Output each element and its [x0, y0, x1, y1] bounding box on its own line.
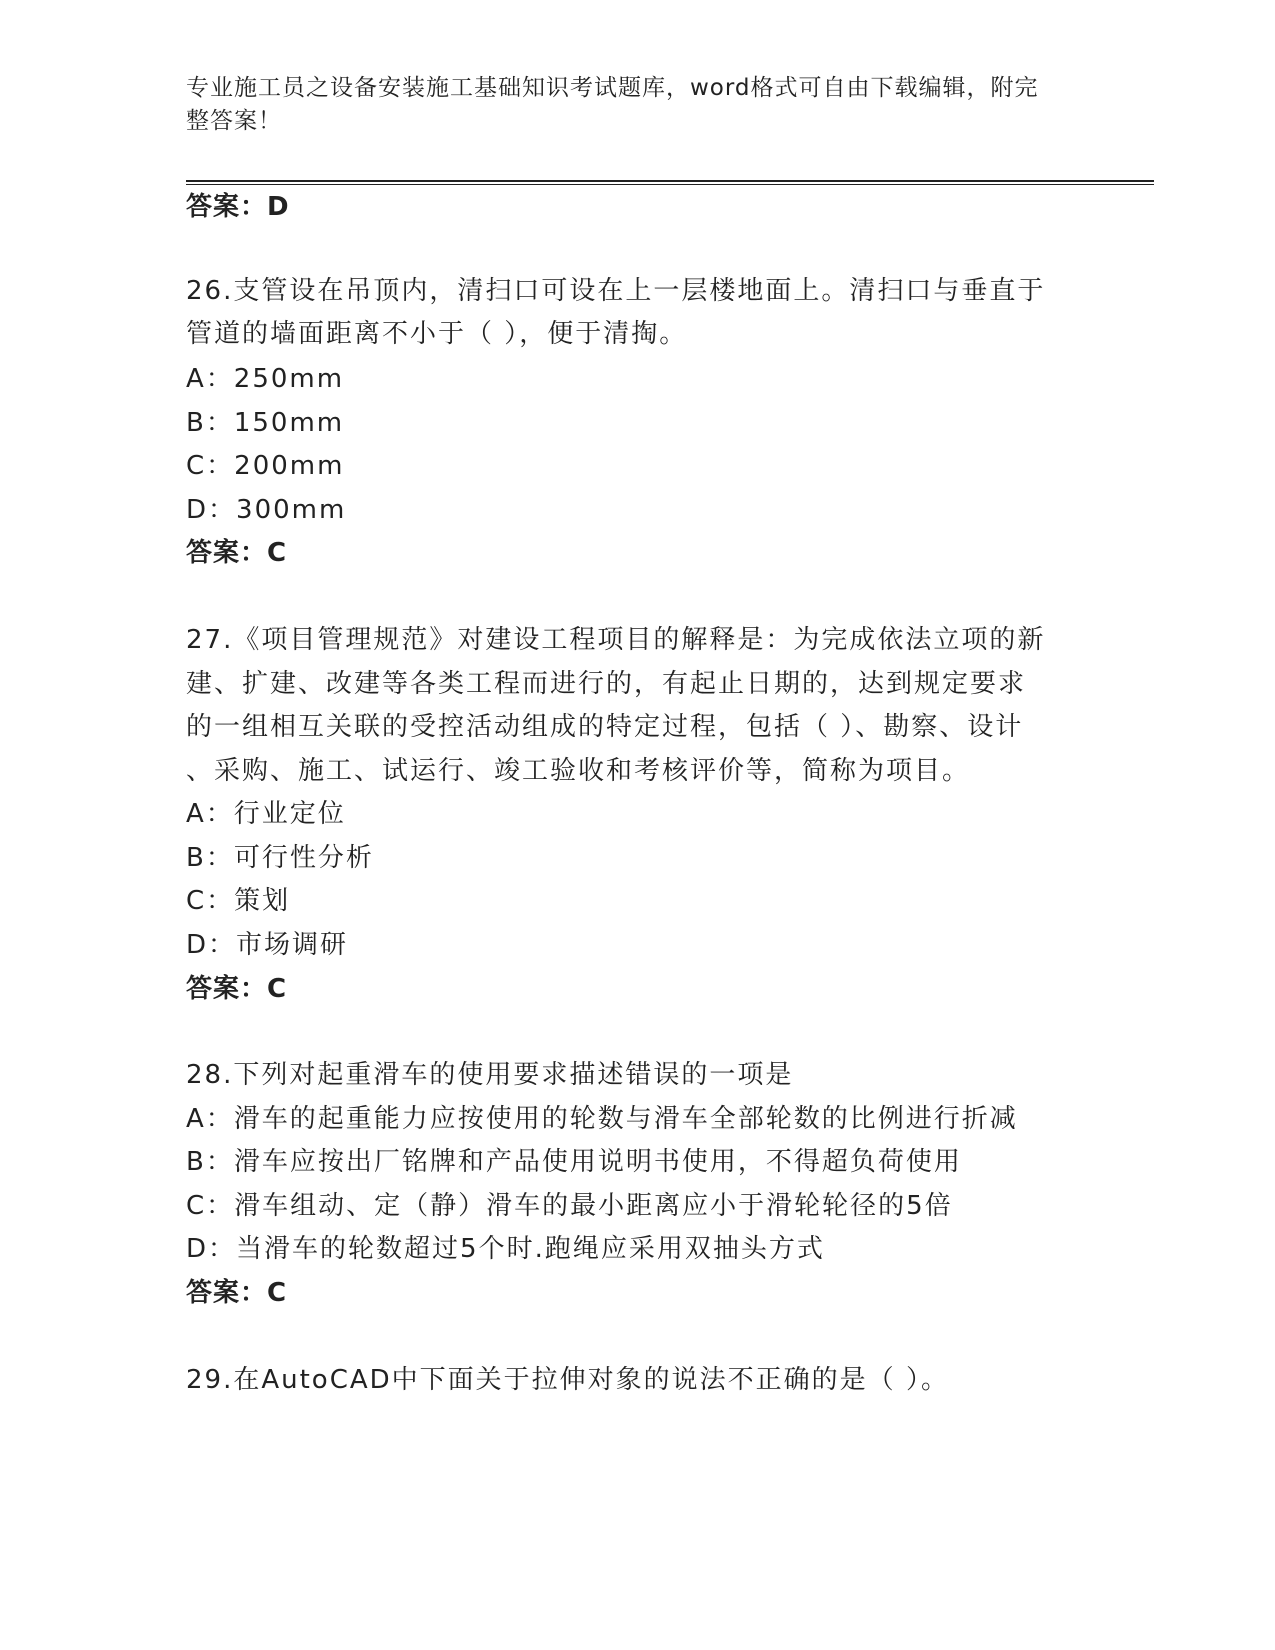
header-rule-thick	[186, 180, 1154, 182]
question-26-option-c: C：200mm	[186, 451, 345, 481]
question-26-option-b: B：150mm	[186, 408, 345, 438]
question-27-line-1: 27.《项目管理规范》对建设工程项目的解释是：为完成依法立项的新	[186, 625, 1046, 655]
question-27-option-d: D：市场调研	[186, 930, 349, 960]
question-27-option-c: C：策划	[186, 886, 291, 916]
question-28-option-c: C：滑车组动、定（静）滑车的最小距离应小于滑轮轮径的5倍	[186, 1191, 953, 1221]
question-28-option-d: D：当滑车的轮数超过5个时.跑绳应采用双抽头方式	[186, 1234, 825, 1264]
question-27-line-3: 的一组相互关联的受控活动组成的特定过程，包括（ ）、勘察、设计	[186, 712, 1024, 742]
question-26-option-d: D：300mm	[186, 495, 347, 525]
question-26-option-a: A：250mm	[186, 364, 345, 394]
header-line-1: 专业施工员之设备安装施工基础知识考试题库，word格式可自由下载编辑，附完	[186, 75, 1039, 101]
question-26-answer: 答案：C	[186, 538, 288, 568]
question-29-line-1: 29.在AutoCAD中下面关于拉伸对象的说法不正确的是（ ）。	[186, 1365, 949, 1395]
document-header	[186, 72, 1066, 138]
header-line-2: 整答案！	[186, 108, 282, 134]
question-27-line-4: 、采购、施工、试运行、竣工验收和考核评价等，简称为项目。	[186, 756, 971, 786]
question-28-answer: 答案：C	[186, 1278, 288, 1308]
question-28-option-b: B：滑车应按出厂铭牌和产品使用说明书使用，不得超负荷使用	[186, 1147, 962, 1177]
question-27-option-a: A：行业定位	[186, 799, 346, 829]
header-rule-thin	[186, 184, 1154, 185]
question-28-option-a: A：滑车的起重能力应按使用的轮数与滑车全部轮数的比例进行折减	[186, 1104, 1018, 1134]
question-28-line-1: 28.下列对起重滑车的使用要求描述错误的一项是	[186, 1060, 794, 1090]
question-27-answer: 答案：C	[186, 974, 288, 1004]
question-26-line-1: 26.支管设在吊顶内，清扫口可设在上一层楼地面上。清扫口与垂直于	[186, 276, 1046, 306]
question-26-line-2: 管道的墙面距离不小于（ ），便于清掏。	[186, 319, 688, 349]
question-27-line-2: 建、扩建、改建等各类工程而进行的，有起止日期的，达到规定要求	[186, 669, 1027, 699]
answer-prev: 答案：D	[186, 192, 290, 222]
question-27-option-b: B：可行性分析	[186, 843, 374, 873]
